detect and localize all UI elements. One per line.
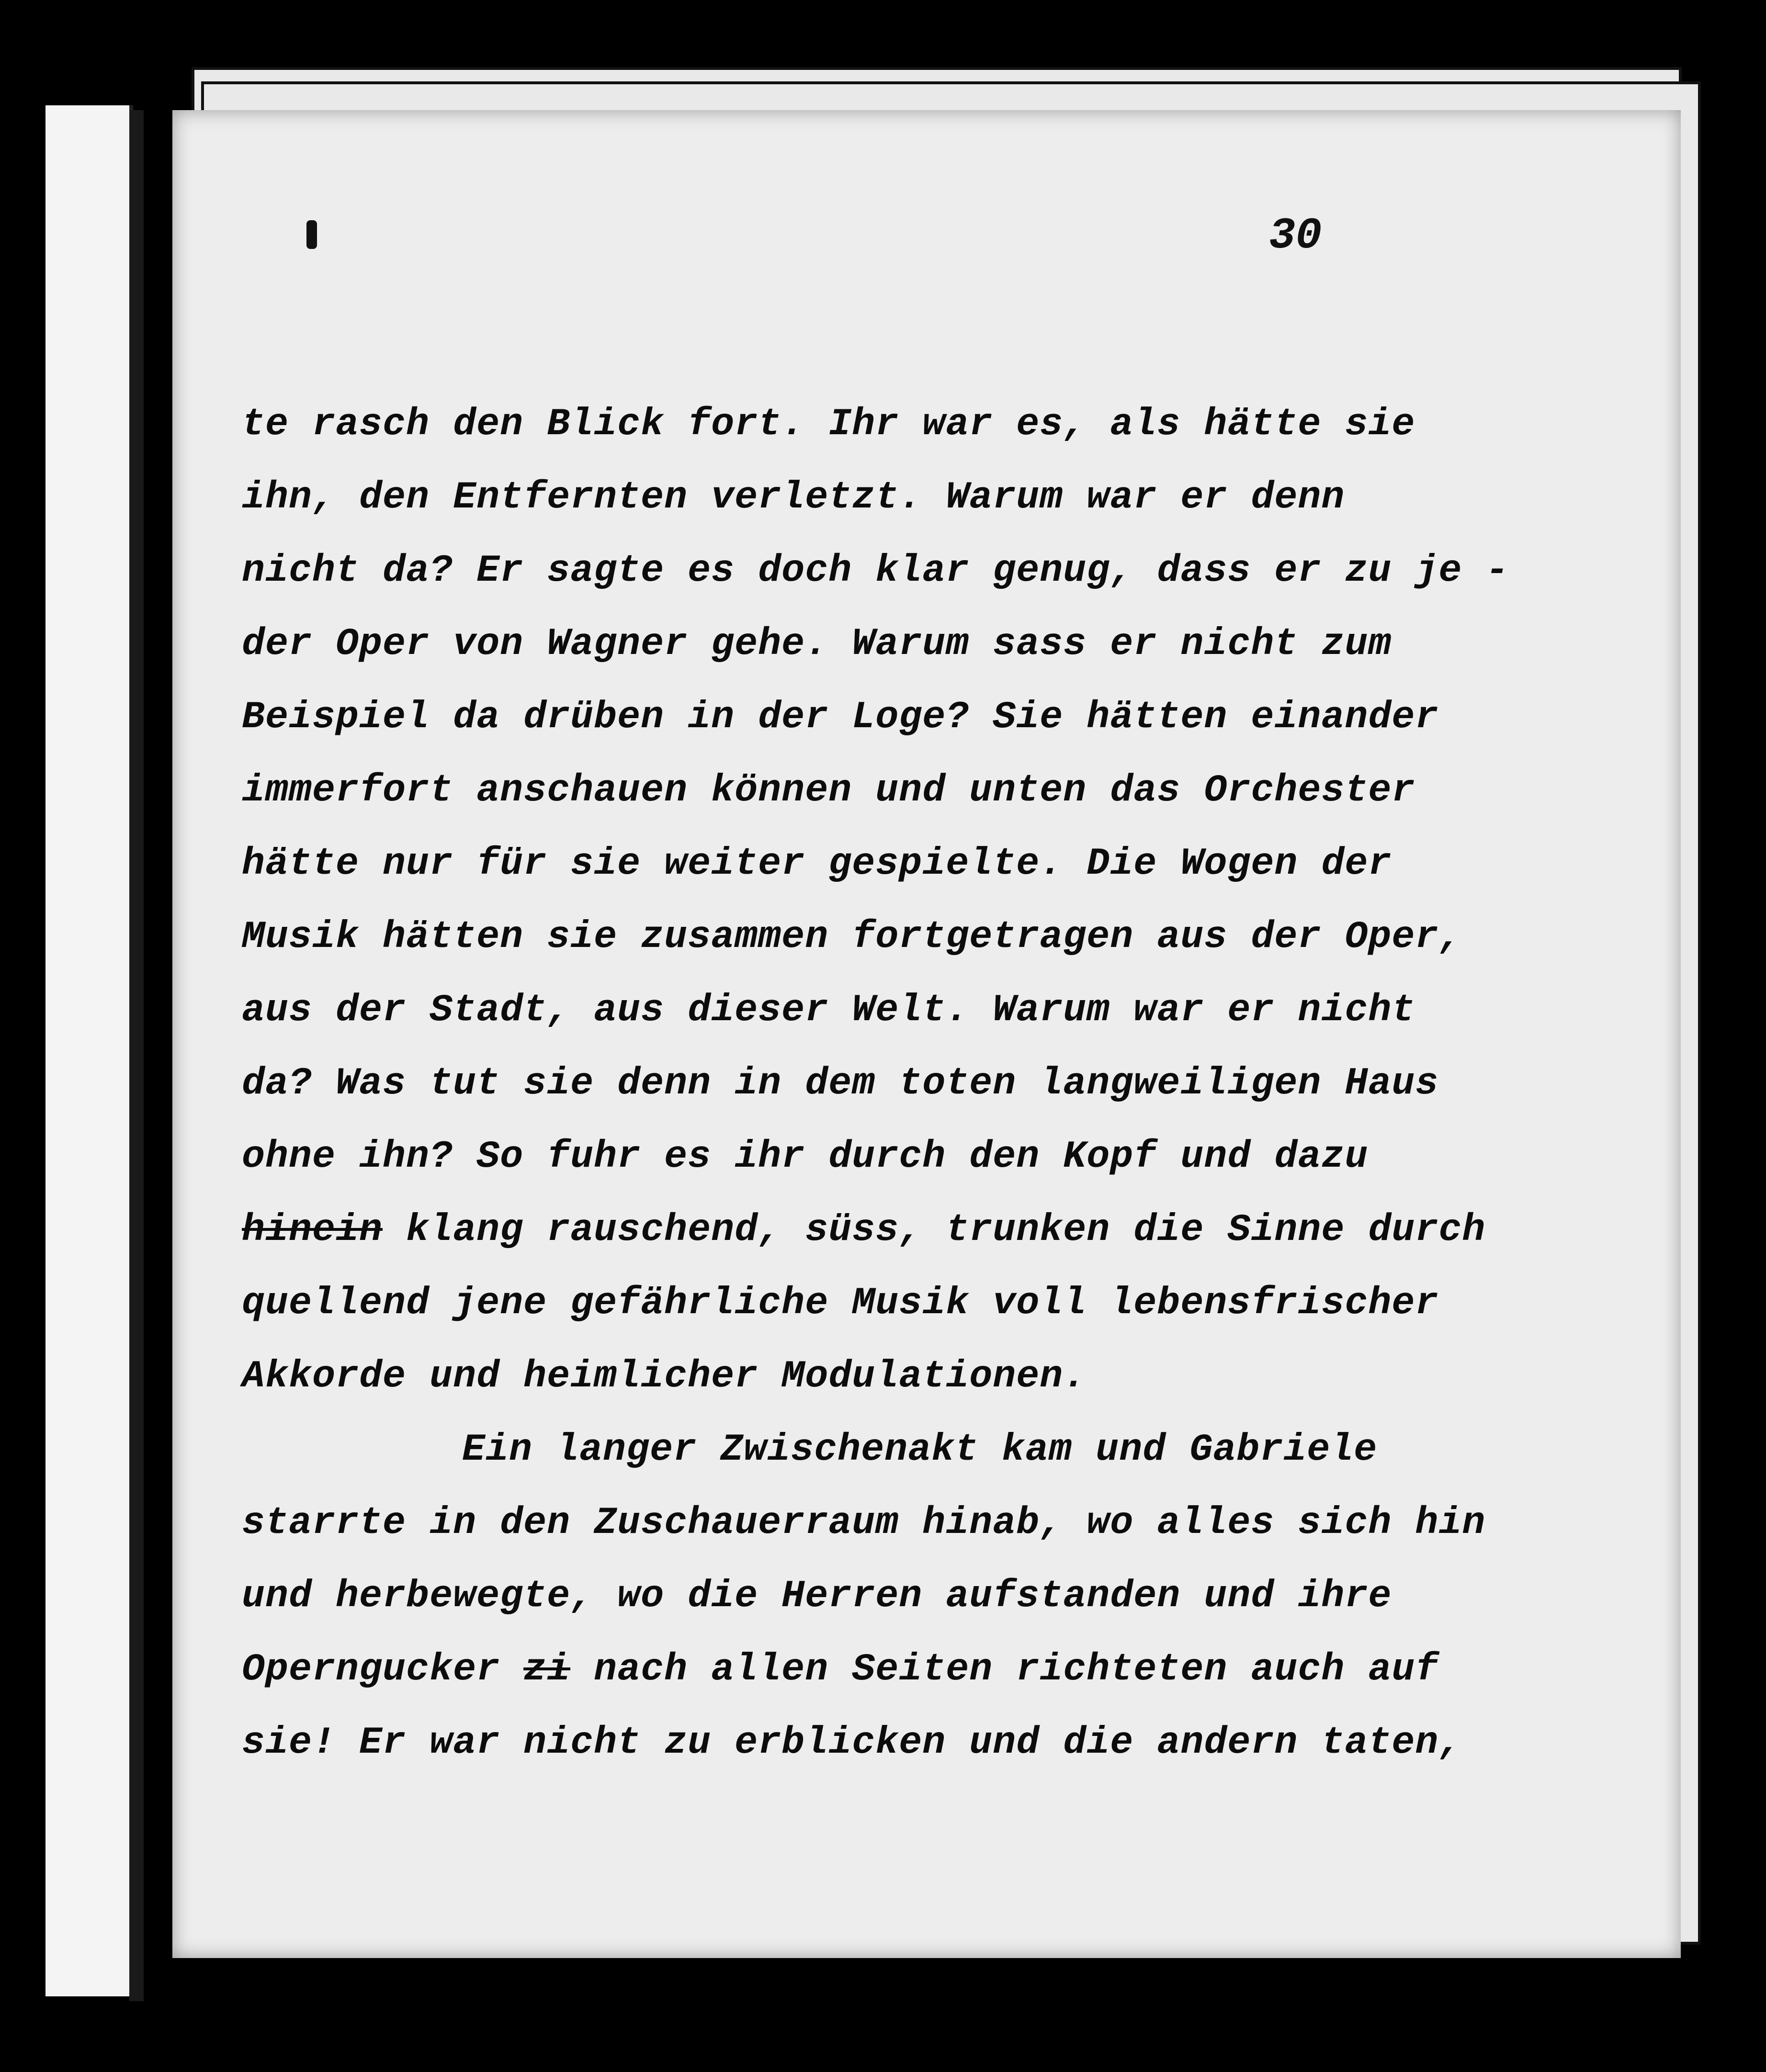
text-line: quellend jene gefährliche Musik voll lebensfrischer [242,1282,1439,1325]
struck-word: hinein [242,1208,383,1252]
text-line [242,1633,1630,1706]
text-line [242,1194,1630,1267]
text-line: nicht da? Er sagte es doch klar genug, dass er zu je - [242,549,1509,593]
left-page-shadow [129,110,144,2001]
struck-word: zi [523,1648,571,1691]
left-page-strip [45,105,133,1996]
ink-mark [306,220,317,249]
text-line: Beispiel da drüben in der Loge? Sie hätten einander [242,696,1439,739]
text-line: aus der Stadt, aus dieser Welt. Warum war er nicht [242,989,1415,1032]
page-number: 30 [1269,211,1322,261]
text-line: te rasch den Blick fort. Ihr war es, als hätte sie [242,403,1415,446]
text-line: und herbewegte, wo die Herren aufstanden und ihre [242,1575,1392,1618]
text-line: immerfort anschauen können und unten das Orchester [242,769,1415,812]
text-line: da? Was tut sie denn in dem toten langweiligen Haus [242,1062,1439,1105]
body-text [242,388,1630,1779]
text-line: sie! Er war nicht zu erblicken und die andern taten, [242,1721,1462,1765]
text-line: der Oper von Wagner gehe. Warum sass er nicht zum [242,622,1392,666]
text-line: Akkorde und heimlicher Modulationen. [242,1355,1087,1398]
text-line: ihn, den Entfernten verletzt. Warum war er denn [242,476,1345,519]
text-fragment: nach allen Seiten richteten auch auf [570,1648,1439,1691]
text-line: ohne ihn? So fuhr es ihr durch den Kopf und dazu [242,1135,1369,1179]
text-line: hätte nur für sie weiter gespielte. Die Wogen der [242,842,1392,886]
text-fragment: Operngucker [242,1648,524,1691]
paragraph-first-line: Ein langer Zwischenakt kam und Gabriele [462,1428,1378,1472]
text-line: starrte in den Zuschauerraum hinab, wo alles sich hin [242,1501,1486,1545]
text-fragment: klang rauschend, süss, trunken die Sinne durch [383,1208,1486,1252]
text-line: Musik hätten sie zusammen fortgetragen aus der Oper, [242,915,1462,959]
